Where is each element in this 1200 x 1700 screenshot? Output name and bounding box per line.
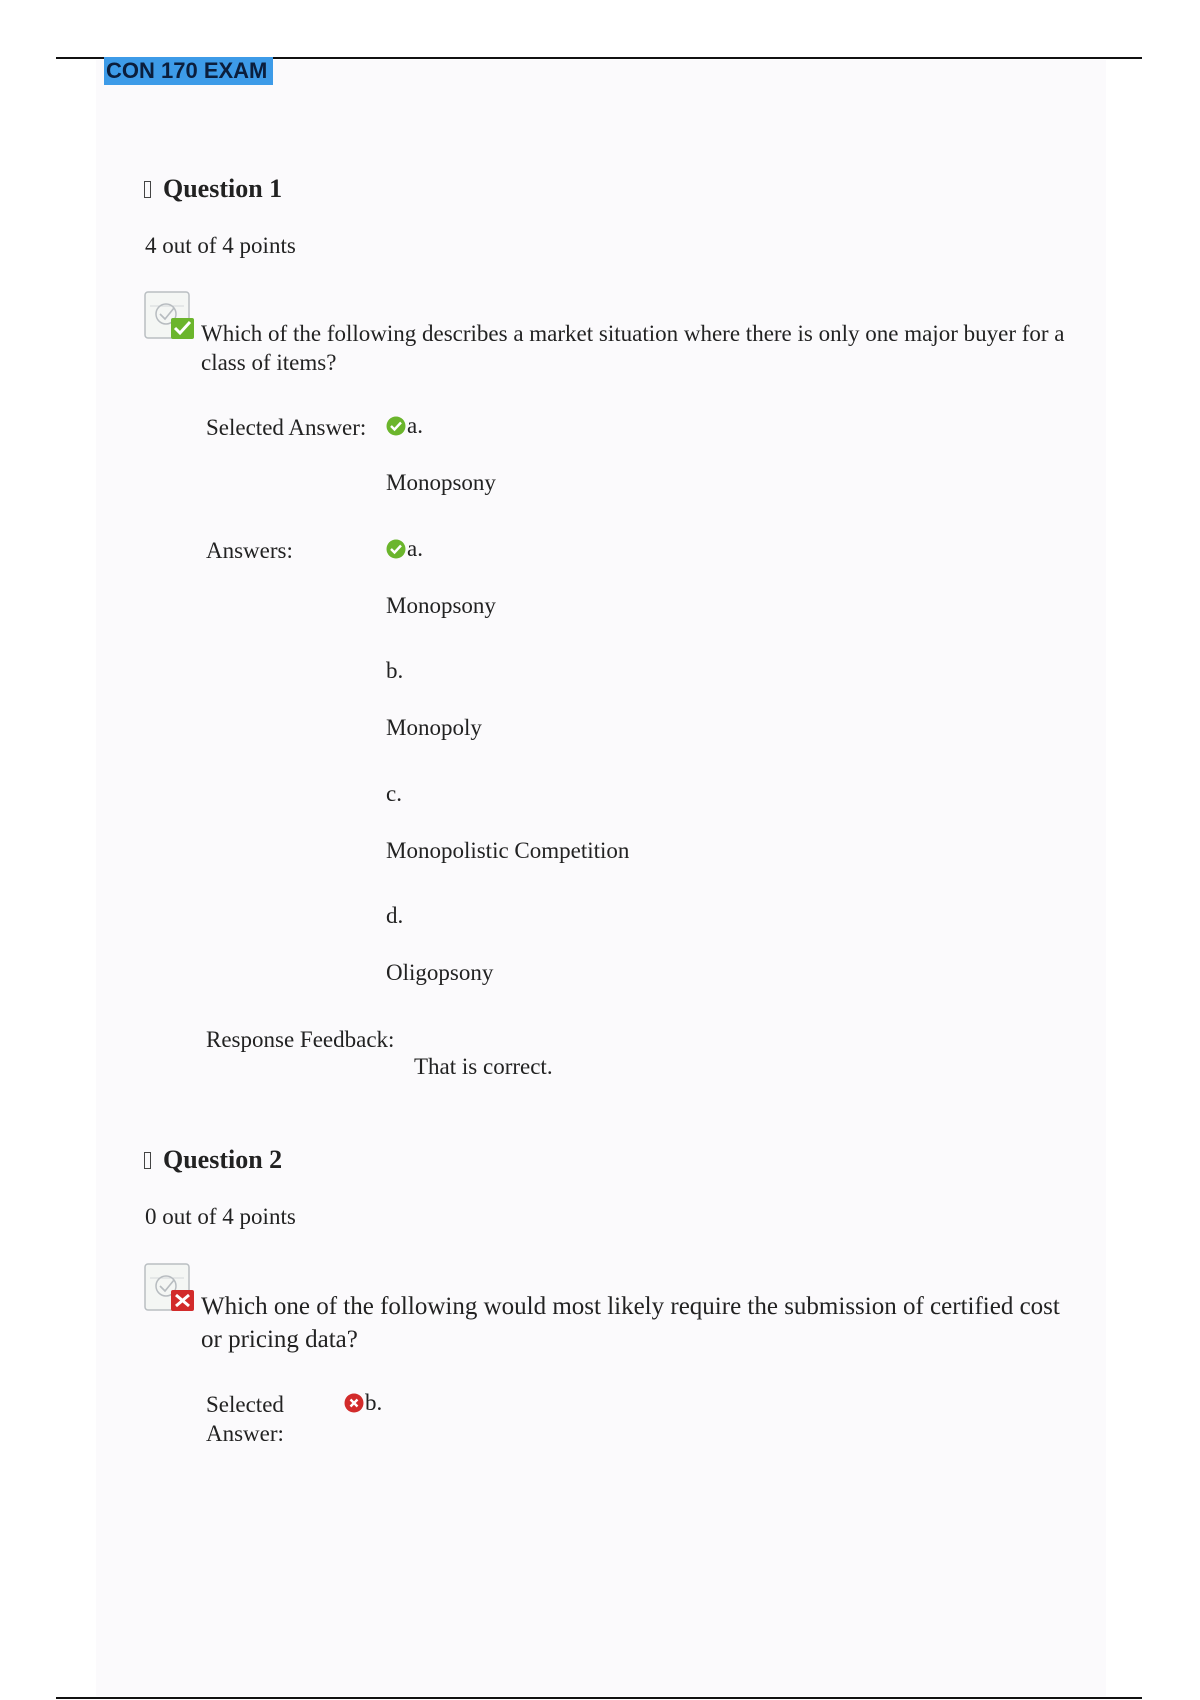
correct-status-icon <box>144 290 198 344</box>
question-1-text: Which of the following describes a market situation where there is only one major buyer for a class of items? <box>201 321 1065 375</box>
selected-label-line-1: Selected <box>206 1392 284 1417</box>
selected-answer-choice <box>344 1390 382 1416</box>
selected-answer-choice <box>386 413 423 439</box>
bottom-rule <box>56 1697 1142 1699</box>
answer-option-letter: c. <box>386 781 402 806</box>
answer-option-letter: b. <box>386 658 404 683</box>
correct-check-icon <box>386 416 406 436</box>
selected-answer-letter: a. <box>407 413 423 438</box>
correct-check-icon <box>386 539 406 559</box>
answer-option-text: Monopolistic Competition <box>386 838 630 863</box>
question-2-title: Question 2 <box>163 1145 283 1174</box>
exam-title: CON 170 EXAM <box>104 57 273 85</box>
selected-answer-label: Selected Answer: <box>206 415 367 440</box>
answer-option-letter: d. <box>386 903 404 928</box>
answer-option-text: Oligopsony <box>386 960 494 985</box>
page-content-area <box>96 60 1106 1696</box>
answer-option-text: Monopsony <box>386 593 496 618</box>
selected-answer-letter: b. <box>365 1390 383 1415</box>
incorrect-x-icon <box>344 1393 364 1413</box>
response-feedback-label: Response Feedback: <box>206 1027 395 1052</box>
answer-option-a <box>386 536 423 562</box>
answers-label: Answers: <box>206 538 293 563</box>
selected-answer-label <box>206 1390 284 1448</box>
response-feedback-text: That is correct. <box>414 1054 553 1079</box>
question-2-points: 0 out of 4 points <box>145 1204 296 1229</box>
question-2-text: Which one of the following would most likely require the submission of certified cost or pricing data? <box>201 1293 1060 1353</box>
question-2-heading <box>144 1145 282 1175</box>
incorrect-status-icon <box>144 1262 198 1316</box>
question-marker-icon <box>144 1152 151 1169</box>
selected-answer-text: Monopsony <box>386 470 496 495</box>
selected-label-line-2: Answer: <box>206 1421 284 1446</box>
question-1-heading <box>144 174 282 204</box>
answer-option-text: Monopoly <box>386 715 482 740</box>
question-marker-icon <box>144 181 151 198</box>
question-1-points: 4 out of 4 points <box>145 233 296 258</box>
question-1-title: Question 1 <box>163 174 283 203</box>
answer-option-letter: a. <box>407 536 423 561</box>
